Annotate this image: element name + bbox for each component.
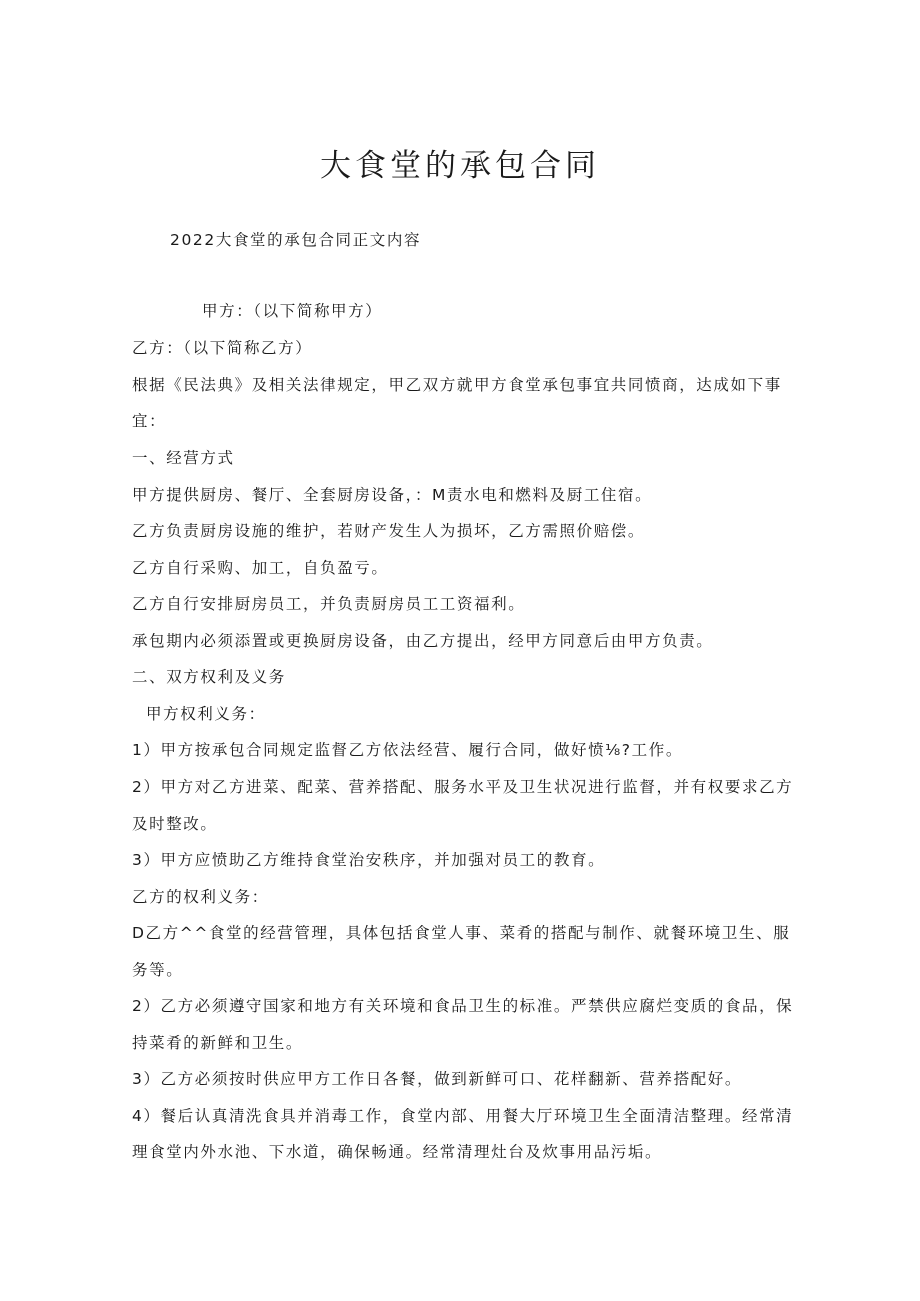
paragraph-line: 务等。 bbox=[132, 961, 184, 979]
document-title: 大食堂的承包合同 bbox=[320, 148, 600, 184]
paragraph-line: 1）甲方按承包合同规定监督乙方依法经营、履行合同，做好愤⅛?工作。 bbox=[132, 741, 683, 759]
document-subtitle: 2022大食堂的承包合同正文内容 bbox=[170, 231, 422, 249]
preamble-line-2: 宜： bbox=[132, 412, 167, 430]
subheading-party-a: 甲方权利义务： bbox=[146, 705, 266, 723]
preamble-line-1: 根据《民法典》及相关法律规定，甲乙双方就甲方食堂承包事宜共同愤商，达成如下事 bbox=[132, 376, 782, 394]
section-heading-1: 一、经营方式 bbox=[132, 449, 235, 467]
party-b-line: 乙方：（以下简称乙方） bbox=[132, 339, 313, 357]
subheading-party-b: 乙方的权利义务： bbox=[132, 888, 269, 906]
paragraph-line: 理食堂内外水池、下水道，确保畅通。经常清理灶台及炊事用品污垢。 bbox=[132, 1143, 663, 1161]
paragraph-line: 承包期内必须添置或更换厨房设备，由乙方提出，经甲方同意后由甲方负责。 bbox=[132, 632, 714, 650]
paragraph-line: 持菜肴的新鲜和卫生。 bbox=[132, 1034, 304, 1052]
paragraph-line: 甲方提供厨房、餐厅、全套厨房设备，：M责水电和燃料及厨工住宿。 bbox=[132, 486, 653, 504]
paragraph-line: 乙方负责厨房设施的维护，若财产发生人为损坏，乙方需照价赔偿。 bbox=[132, 522, 646, 540]
paragraph-line: 3）乙方必须按时供应甲方工作日各餐，做到新鲜可口、花样翻新、营养搭配好。 bbox=[132, 1070, 742, 1088]
paragraph-line: 4）餐后认真清洗食具并消毒工作，食堂内部、用餐大厅环境卫生全面清洁整理。经常清 bbox=[132, 1107, 794, 1125]
paragraph-line: 乙方自行采购、加工，自负盈亏。 bbox=[132, 559, 389, 577]
paragraph-line: 3）甲方应愤助乙方维持食堂治安秩序，并加强对员工的教育。 bbox=[132, 851, 606, 869]
section-heading-2: 二、双方权利及义务 bbox=[132, 668, 286, 686]
paragraph-line: 及时整改。 bbox=[132, 815, 218, 833]
party-a-line: 甲方：（以下简称甲方） bbox=[202, 302, 383, 320]
paragraph-line: 2）甲方对乙方进菜、配菜、营养搭配、服务水平及卫生状况进行监督，并有权要求乙方 bbox=[132, 778, 794, 796]
paragraph-line: 乙方自行安排厨房员工，并负责厨房员工工资福利。 bbox=[132, 595, 526, 613]
paragraph-line: D乙方^^食堂的经营管理，具体包括食堂人事、菜肴的搭配与制作、就餐环境卫生、服 bbox=[132, 924, 791, 942]
paragraph-line: 2）乙方必须遵守国家和地方有关环境和食品卫生的标准。严禁供应腐烂变质的食品，保 bbox=[132, 997, 794, 1015]
